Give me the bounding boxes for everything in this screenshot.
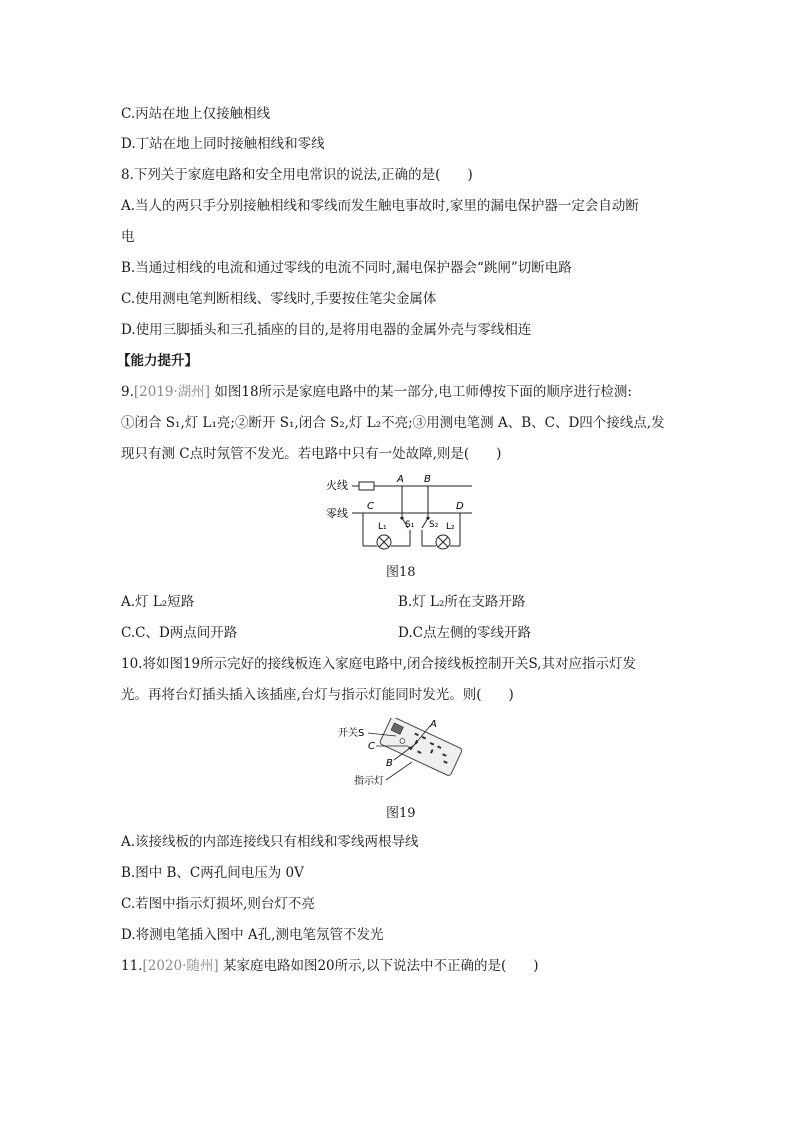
section-heading: 【能力提升】 (117, 353, 198, 369)
point-d-label: D (456, 501, 464, 512)
q9-option-c: C.C、D两点间开路 (121, 625, 238, 641)
q9-option-d: D.C点左侧的零线开路 (398, 625, 531, 641)
neutral-line-label: 零线 (326, 507, 348, 520)
q9-stem-line2: ①闭合 S₁,灯 L₁亮;②断开 S₁,闭合 S₂,灯 L₂不亮;③用测电笔测 A、B、C、D四个接线点,发 (121, 415, 665, 431)
q9-option-a: A.灯 L₂短路 (121, 594, 195, 610)
switch-s2-icon (422, 518, 428, 528)
q9-option-b: B.灯 L₂所在支路开路 (398, 594, 526, 610)
hole-c-label: C (368, 741, 375, 752)
switch-s2-label: S₂ (429, 520, 439, 530)
figure-18-circuit (326, 472, 476, 554)
q8-option-c: C.使用测电笔判断相线、零线时,手要按住笔尖金属体 (121, 291, 437, 307)
lamp-l2-label: L₂ (446, 522, 455, 532)
q9-stem-line3: 现只有测 C点时氖管不发光。若电路中只有一处故障,则是( ) (121, 446, 502, 462)
point-a-label: A (397, 474, 404, 485)
q9-source: [2019·湖州] (133, 384, 211, 400)
q11-number: 11. (121, 958, 143, 974)
fire-line-label: 火线 (326, 479, 348, 492)
q11-stem (121, 957, 538, 975)
q11-source: [2020·随州] (142, 958, 219, 974)
indicator-label: 指示灯 (354, 776, 384, 787)
hole-a-label: A (430, 719, 437, 730)
q7-option-c: C.丙站在地上仅接触相线 (121, 106, 271, 122)
q8-option-b: B.当通过相线的电流和通过零线的电流不同时,漏电保护器会“跳闸”切断电路 (121, 260, 572, 276)
lamp-l1-label: L₁ (378, 522, 387, 532)
q11-stem-text: 某家庭电路如图20所示,以下说法中不正确的是( ) (222, 958, 539, 974)
switch-s-label: 开关S (338, 728, 365, 739)
q8-stem: 8.下列关于家庭电路和安全用电常识的说法,正确的是( ) (121, 167, 473, 183)
q10-option-a: A.该接线板的内部连接线只有相线和零线两根导线 (121, 834, 419, 850)
figure-19-caption: 图19 (386, 806, 416, 821)
point-b-label: B (424, 474, 431, 485)
point-c-label: C (367, 501, 374, 512)
q10-stem-line2: 光。再将台灯插头插入该插座,台灯与指示灯能同时发光。则( ) (121, 687, 514, 703)
q10-option-d: D.将测电笔插入图中 A孔,测电笔氖管不发光 (121, 927, 384, 943)
q9-stem-line1 (121, 383, 632, 401)
figure-18-caption: 图18 (386, 565, 416, 580)
hole-b-label: B (386, 758, 393, 769)
q8-option-a-line2: 电 (121, 229, 135, 245)
q9-number: 9. (121, 384, 134, 400)
q10-option-c: C.若图中指示灯损坏,则台灯不亮 (121, 896, 315, 912)
q10-stem-line1: 10.将如图19所示完好的接线板连入家庭电路中,闭合接线板控制开关S,其对应指示灯发 (121, 656, 636, 672)
q10-option-b: B.图中 B、C两孔间电压为 0V (121, 865, 304, 881)
q7-option-d: D.丁站在地上同时接触相线和零线 (121, 136, 325, 152)
figure-19-power-strip (338, 718, 468, 794)
fuse-icon (359, 482, 374, 490)
q9-stem-text: 如图18所示是家庭电路中的某一部分,电工师傅按下面的顺序进行检测: (214, 384, 632, 400)
q8-option-d: D.使用三脚插头和三孔插座的目的,是将用电器的金属外壳与零线相连 (121, 322, 532, 338)
switch-s1-label: S₁ (405, 520, 415, 530)
q8-option-a-line1: A.当人的两只手分别接触相线和零线而发生触电事故时,家里的漏电保护器一定会自动断 (121, 198, 639, 214)
